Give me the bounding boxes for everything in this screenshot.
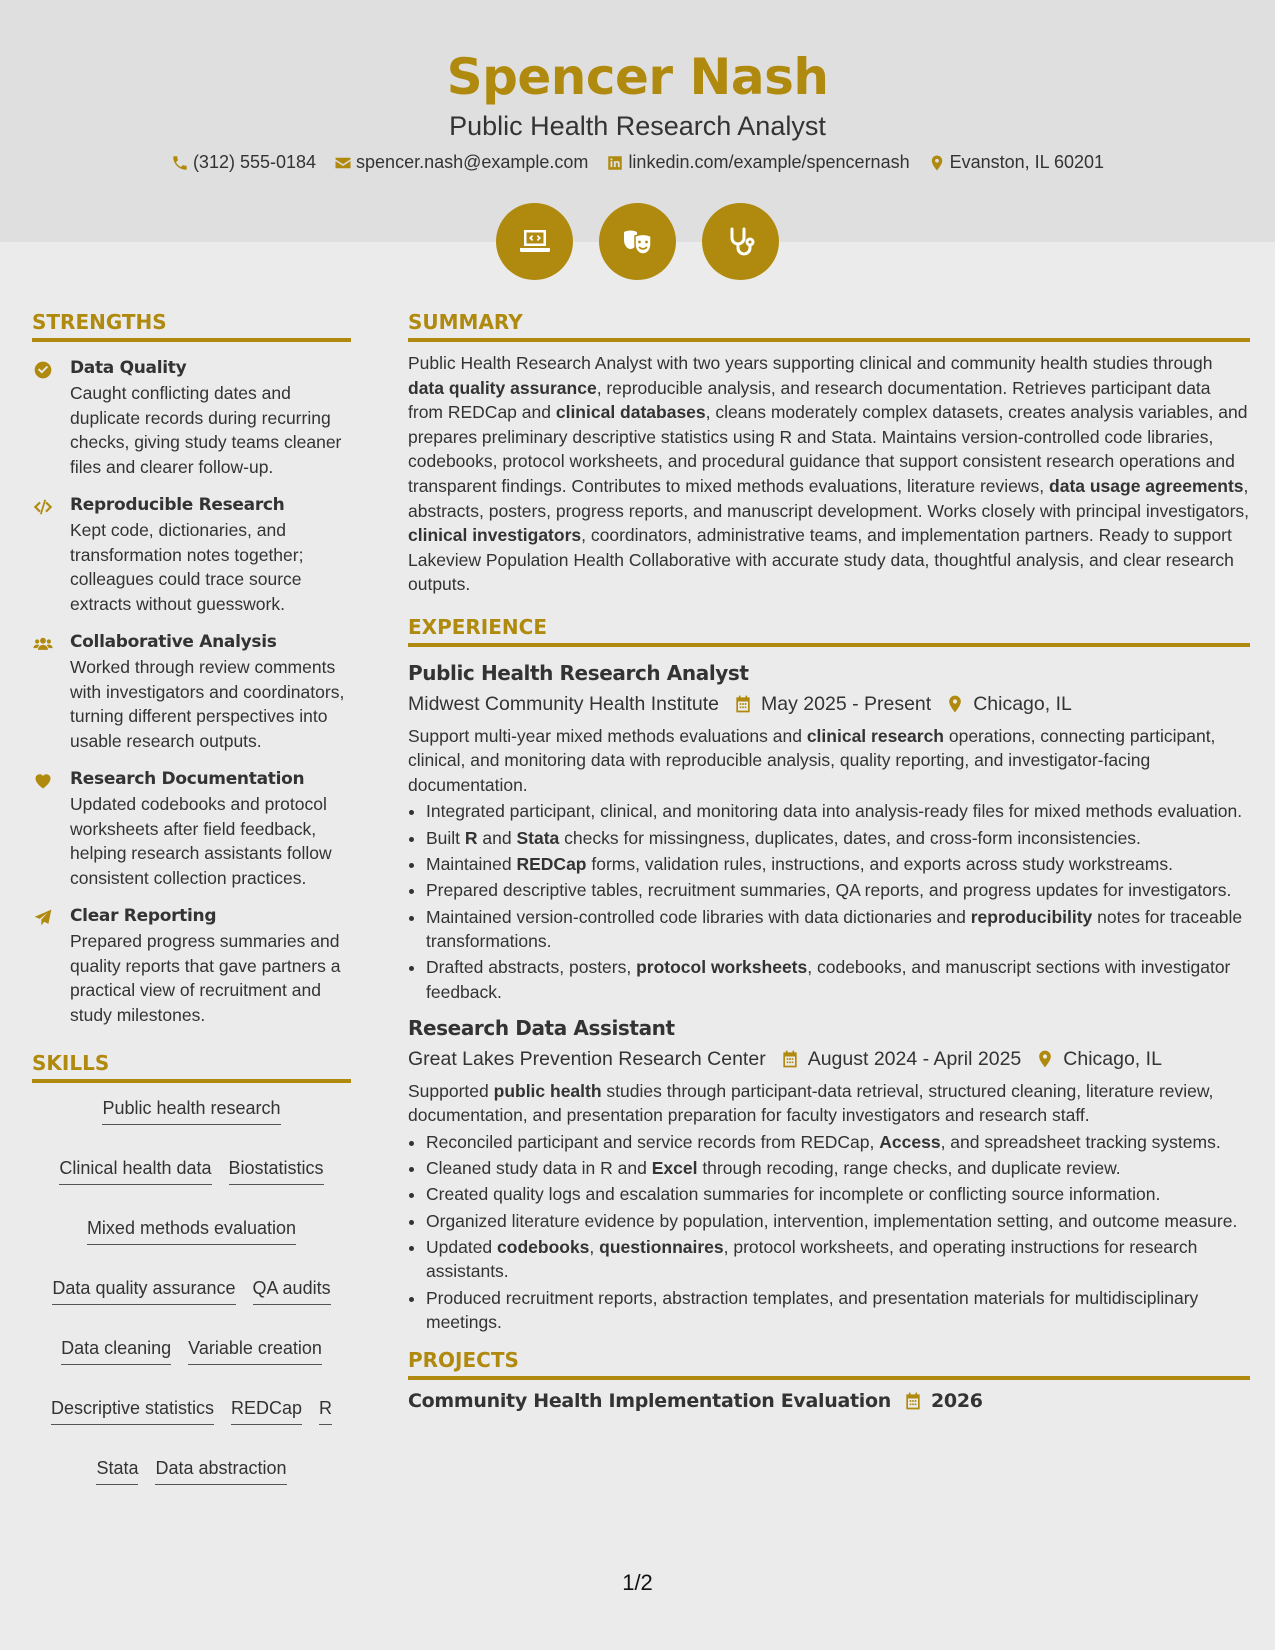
calendar-icon: [780, 1049, 800, 1069]
job-location: Chicago, IL: [973, 692, 1072, 715]
skill-tag: Stata: [96, 1455, 138, 1485]
candidate-name: Spencer Nash: [446, 48, 829, 106]
skill-tag: Data quality assurance: [52, 1275, 235, 1305]
skills-heading: SKILLS: [32, 1051, 351, 1083]
calendar-icon: [903, 1391, 923, 1411]
skill-tag: Data abstraction: [155, 1455, 286, 1485]
envelope-icon: [334, 154, 352, 172]
strength-desc: Updated codebooks and protocol worksheets after field feedback, helping research assistants follow consistent collection practices.: [70, 794, 332, 888]
strength-title: Data Quality: [70, 358, 187, 378]
strength-desc: Kept code, dictionaries, and transformation notes together; colleagues could trace source extracts without guesswork.: [70, 520, 304, 614]
heart-icon: [32, 771, 54, 791]
strength-item: [32, 358, 351, 479]
strength-desc: Worked through review comments with investigators and coordinators, turning different perspectives into usable research outputs.: [70, 657, 345, 751]
location-pin-icon: [945, 694, 965, 714]
masks-theater-icon: [599, 203, 676, 280]
location-pin-icon: [928, 154, 946, 172]
contact-phone[interactable]: [171, 152, 316, 173]
projects-heading: PROJECTS: [408, 1348, 1250, 1380]
job-title: Research Data Assistant: [408, 1015, 675, 1040]
strengths-heading: STRENGTHS: [32, 310, 351, 342]
skill-tag: Clinical health data: [59, 1155, 211, 1185]
users-icon: [32, 634, 54, 654]
list-item: • Drafted abstracts, posters, protocol worksheets, codebooks, and manuscript sections with investigator feedback.: [426, 955, 1250, 1004]
skill-tag: Public health research: [102, 1095, 280, 1125]
linkedin-icon: [606, 154, 624, 172]
contact-location: [928, 152, 1104, 173]
contact-linkedin[interactable]: [606, 152, 909, 173]
list-item: • Cleaned study data in R and Excel through recoding, range checks, and duplicate review.: [426, 1156, 1250, 1180]
candidate-title: Public Health Research Analyst: [449, 111, 826, 141]
job-dates: August 2024 - April 2025: [807, 1047, 1022, 1070]
right-column: [408, 310, 1250, 1412]
list-item: • Created quality logs and escalation summaries for incomplete or conflicting source information.: [426, 1182, 1250, 1206]
job-company: Midwest Community Health Institute: [408, 692, 720, 715]
paper-plane-icon: [32, 908, 54, 928]
job-bullets: [408, 1130, 1250, 1334]
contact-bar: [0, 152, 1275, 173]
calendar-icon: [733, 694, 753, 714]
project-year: 2026: [930, 1390, 983, 1413]
list-item: • Organized literature evidence by population, intervention, implementation setting, and outcome measure.: [426, 1209, 1250, 1233]
strength-title: Research Documentation: [70, 769, 305, 789]
list-item: • Maintained REDCap forms, validation rules, instructions, and exports across study workstreams.: [426, 852, 1250, 876]
job-title: Public Health Research Analyst: [408, 660, 749, 685]
skill-tag: R: [319, 1395, 332, 1425]
strength-desc: Caught conflicting dates and duplicate records during recurring checks, giving study teams cleaner files and clearer follow-up.: [70, 383, 342, 477]
job-description: Support multi-year mixed methods evaluations and clinical research operations, connecting participant, clinical, and monitoring data with reproducible analysis, quality reporting, and investigator-facing documentation.: [408, 725, 1216, 795]
strength-item: [32, 495, 351, 616]
list-item: • Reconciled participant and service records from REDCap, Access, and spreadsheet tracking systems.: [426, 1130, 1250, 1154]
skill-tag: REDCap: [231, 1395, 302, 1425]
strength-item: [32, 769, 351, 890]
list-item: • Updated codebooks, questionnaires, protocol worksheets, and operating instructions for research assistants.: [426, 1235, 1250, 1284]
summary-heading: SUMMARY: [408, 310, 1250, 342]
location-pin-icon: [1035, 1049, 1055, 1069]
list-item: • Built R and Stata checks for missingness, duplicates, dates, and cross-form inconsistencies.: [426, 826, 1250, 850]
job-company: Great Lakes Prevention Research Center: [408, 1047, 766, 1070]
job-entry: [408, 661, 1250, 1004]
job-meta: [408, 693, 1250, 716]
summary-text: Public Health Research Analyst with two years supporting clinical and community health studies through data quality assurance, reproducible analysis, and research documentation. Retrieves participant data from REDCap and clinical databases, cleans moderately complex datasets, creates analysis variables, and prepares preliminary descriptive statistics using R and Stata. Maintains version-controlled code libraries, codebooks, protocol worksheets, and procedural guidance that support consistent research operations and transparent findings. Contributes to mixed methods evaluations, literature reviews, data usage agreements, abstracts, posters, progress reports, and manuscript development. Works closely with principal investigators, clinical investigators, coordinators, administrative teams, and implementation partners. Ready to support Lakeview Population Health Collaborative with accurate study data, thoughtful analysis, and clear research outputs.: [408, 353, 1250, 595]
skill-tag: Data cleaning: [61, 1335, 171, 1365]
location-text: Evanston, IL 60201: [949, 152, 1105, 172]
project-title: Community Health Implementation Evaluation: [408, 1390, 891, 1413]
strength-title: Reproducible Research: [70, 495, 285, 515]
skill-tag: Descriptive statistics: [51, 1395, 214, 1425]
contact-email[interactable]: [334, 152, 588, 173]
job-bullets: [408, 799, 1250, 1003]
skills-list: [32, 1095, 351, 1485]
list-item: • Maintained version-controlled code libraries with data dictionaries and reproducibility notes for traceable transformations.: [426, 905, 1250, 954]
stethoscope-icon: [702, 203, 779, 280]
laptop-code-icon: [496, 203, 573, 280]
page-number: 1/2: [622, 1570, 653, 1595]
strength-title: Clear Reporting: [70, 906, 217, 926]
strength-item: [32, 906, 351, 1027]
circle-check-icon: [32, 360, 54, 380]
experience-heading: EXPERIENCE: [408, 615, 1250, 647]
list-item: • Integrated participant, clinical, and monitoring data into analysis-ready files for mixed methods evaluation.: [426, 799, 1250, 823]
email-text: spencer.nash@example.com: [356, 152, 589, 172]
skill-tag: Biostatistics: [229, 1155, 324, 1185]
strength-item: [32, 632, 351, 753]
job-description: Supported public health studies through participant-data retrieval, structured cleaning, literature review, documentation, and presentation preparation for faculty investigators and research staff.: [408, 1080, 1214, 1126]
strength-desc: Prepared progress summaries and quality reports that gave partners a practical view of recruitment and study milestones.: [70, 931, 341, 1025]
project-entry: [408, 1390, 1250, 1412]
list-item: • Prepared descriptive tables, recruitment summaries, QA reports, and progress updates for investigators.: [426, 878, 1250, 902]
skill-tag: Mixed methods evaluation: [87, 1215, 296, 1245]
phone-icon: [171, 154, 189, 172]
phone-text: (312) 555-0184: [192, 152, 317, 172]
strength-title: Collaborative Analysis: [70, 632, 277, 652]
job-meta: [408, 1048, 1250, 1071]
skill-tag: QA audits: [253, 1275, 331, 1305]
skill-tag: Variable creation: [188, 1335, 322, 1365]
job-location: Chicago, IL: [1063, 1047, 1162, 1070]
interest-icons: [0, 203, 1275, 280]
linkedin-text: linkedin.com/example/spencernash: [628, 152, 910, 172]
code-icon: [32, 497, 54, 517]
job-entry: [408, 1016, 1250, 1334]
job-dates: May 2025 - Present: [761, 692, 932, 715]
left-column: [32, 310, 351, 1485]
list-item: • Produced recruitment reports, abstraction templates, and presentation materials for multidisciplinary meetings.: [426, 1286, 1250, 1335]
